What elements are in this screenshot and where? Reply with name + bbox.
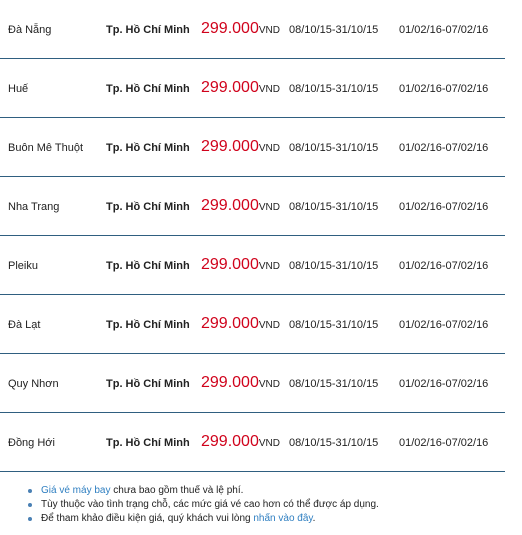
note-item <box>26 484 379 498</box>
travel-period-cell: 08/10/15-31/10/15 <box>289 24 379 36</box>
price-currency: VND <box>258 84 280 95</box>
destination-cell: Đà Nẵng <box>8 24 52 36</box>
price-value: 299.000 <box>201 197 259 214</box>
price-currency: VND <box>258 202 280 213</box>
price-value: 299.000 <box>201 315 259 332</box>
blackout-period-cell: 01/02/16-07/02/16 <box>399 260 489 272</box>
travel-period-cell: 08/10/15-31/10/15 <box>289 83 379 95</box>
click-here-link[interactable]: nhấn vào đây <box>253 513 313 524</box>
destination-cell: Pleiku <box>8 260 38 272</box>
price-currency: VND <box>258 25 280 36</box>
bullet-icon <box>28 503 32 507</box>
airfare-link[interactable]: Giá vé máy bay <box>41 485 111 496</box>
blackout-period-cell: 01/02/16-07/02/16 <box>399 437 489 449</box>
bullet-icon <box>28 489 32 493</box>
origin-cell: Tp. Hồ Chí Minh <box>106 142 190 154</box>
table-row <box>0 59 505 118</box>
destination-cell: Huế <box>8 83 29 95</box>
table-row <box>0 413 505 472</box>
note-text: chưa bao gồm thuế và lệ phí. <box>110 485 244 496</box>
price-currency: VND <box>258 143 280 154</box>
table-row <box>0 177 505 236</box>
price-cell <box>201 315 280 335</box>
destination-cell: Nha Trang <box>8 201 60 213</box>
origin-cell: Tp. Hồ Chí Minh <box>106 378 190 390</box>
price-currency: VND <box>258 320 280 331</box>
price-currency: VND <box>258 438 280 449</box>
price-currency: VND <box>258 261 280 272</box>
blackout-period-cell: 01/02/16-07/02/16 <box>399 142 489 154</box>
note-item <box>26 498 379 512</box>
travel-period-cell: 08/10/15-31/10/15 <box>289 437 379 449</box>
travel-period-cell: 08/10/15-31/10/15 <box>289 319 379 331</box>
price-cell <box>201 79 280 99</box>
price-value: 299.000 <box>201 79 259 96</box>
table-row <box>0 0 505 59</box>
bullet-icon <box>28 517 32 521</box>
note-text: . <box>312 513 316 524</box>
destination-cell: Quy Nhơn <box>8 378 59 390</box>
blackout-period-cell: 01/02/16-07/02/16 <box>399 83 489 95</box>
origin-cell: Tp. Hồ Chí Minh <box>106 437 190 449</box>
origin-cell: Tp. Hồ Chí Minh <box>106 24 190 36</box>
destination-cell: Đà Lạt <box>8 319 41 331</box>
origin-cell: Tp. Hồ Chí Minh <box>106 201 190 213</box>
table-row <box>0 236 505 295</box>
travel-period-cell: 08/10/15-31/10/15 <box>289 378 379 390</box>
origin-cell: Tp. Hồ Chí Minh <box>106 319 190 331</box>
destination-cell: Buôn Mê Thuột <box>8 142 84 154</box>
price-value: 299.000 <box>201 256 259 273</box>
price-cell <box>201 433 280 453</box>
table-row <box>0 295 505 354</box>
table-row <box>0 118 505 177</box>
destination-cell: Đồng Hới <box>8 437 55 449</box>
price-value: 299.000 <box>201 433 259 450</box>
note-item <box>26 512 379 526</box>
blackout-period-cell: 01/02/16-07/02/16 <box>399 378 489 390</box>
blackout-period-cell: 01/02/16-07/02/16 <box>399 201 489 213</box>
table-row <box>0 354 505 413</box>
price-cell <box>201 138 280 158</box>
note-text: Tùy thuộc vào tình trạng chỗ, các mức giá vé cao hơn có thể được áp dụng. <box>41 499 379 510</box>
note-text: Để tham khảo điều kiện giá, quý khách vui lòng <box>41 513 254 524</box>
price-currency: VND <box>258 379 280 390</box>
travel-period-cell: 08/10/15-31/10/15 <box>289 260 379 272</box>
blackout-period-cell: 01/02/16-07/02/16 <box>399 24 489 36</box>
price-cell <box>201 256 280 276</box>
price-value: 299.000 <box>201 374 259 391</box>
price-cell <box>201 20 280 40</box>
price-cell <box>201 374 280 394</box>
origin-cell: Tp. Hồ Chí Minh <box>106 260 190 272</box>
travel-period-cell: 08/10/15-31/10/15 <box>289 201 379 213</box>
blackout-period-cell: 01/02/16-07/02/16 <box>399 319 489 331</box>
price-cell <box>201 197 280 217</box>
origin-cell: Tp. Hồ Chí Minh <box>106 83 190 95</box>
notes-list <box>26 484 379 526</box>
price-value: 299.000 <box>201 20 259 37</box>
price-value: 299.000 <box>201 138 259 155</box>
travel-period-cell: 08/10/15-31/10/15 <box>289 142 379 154</box>
